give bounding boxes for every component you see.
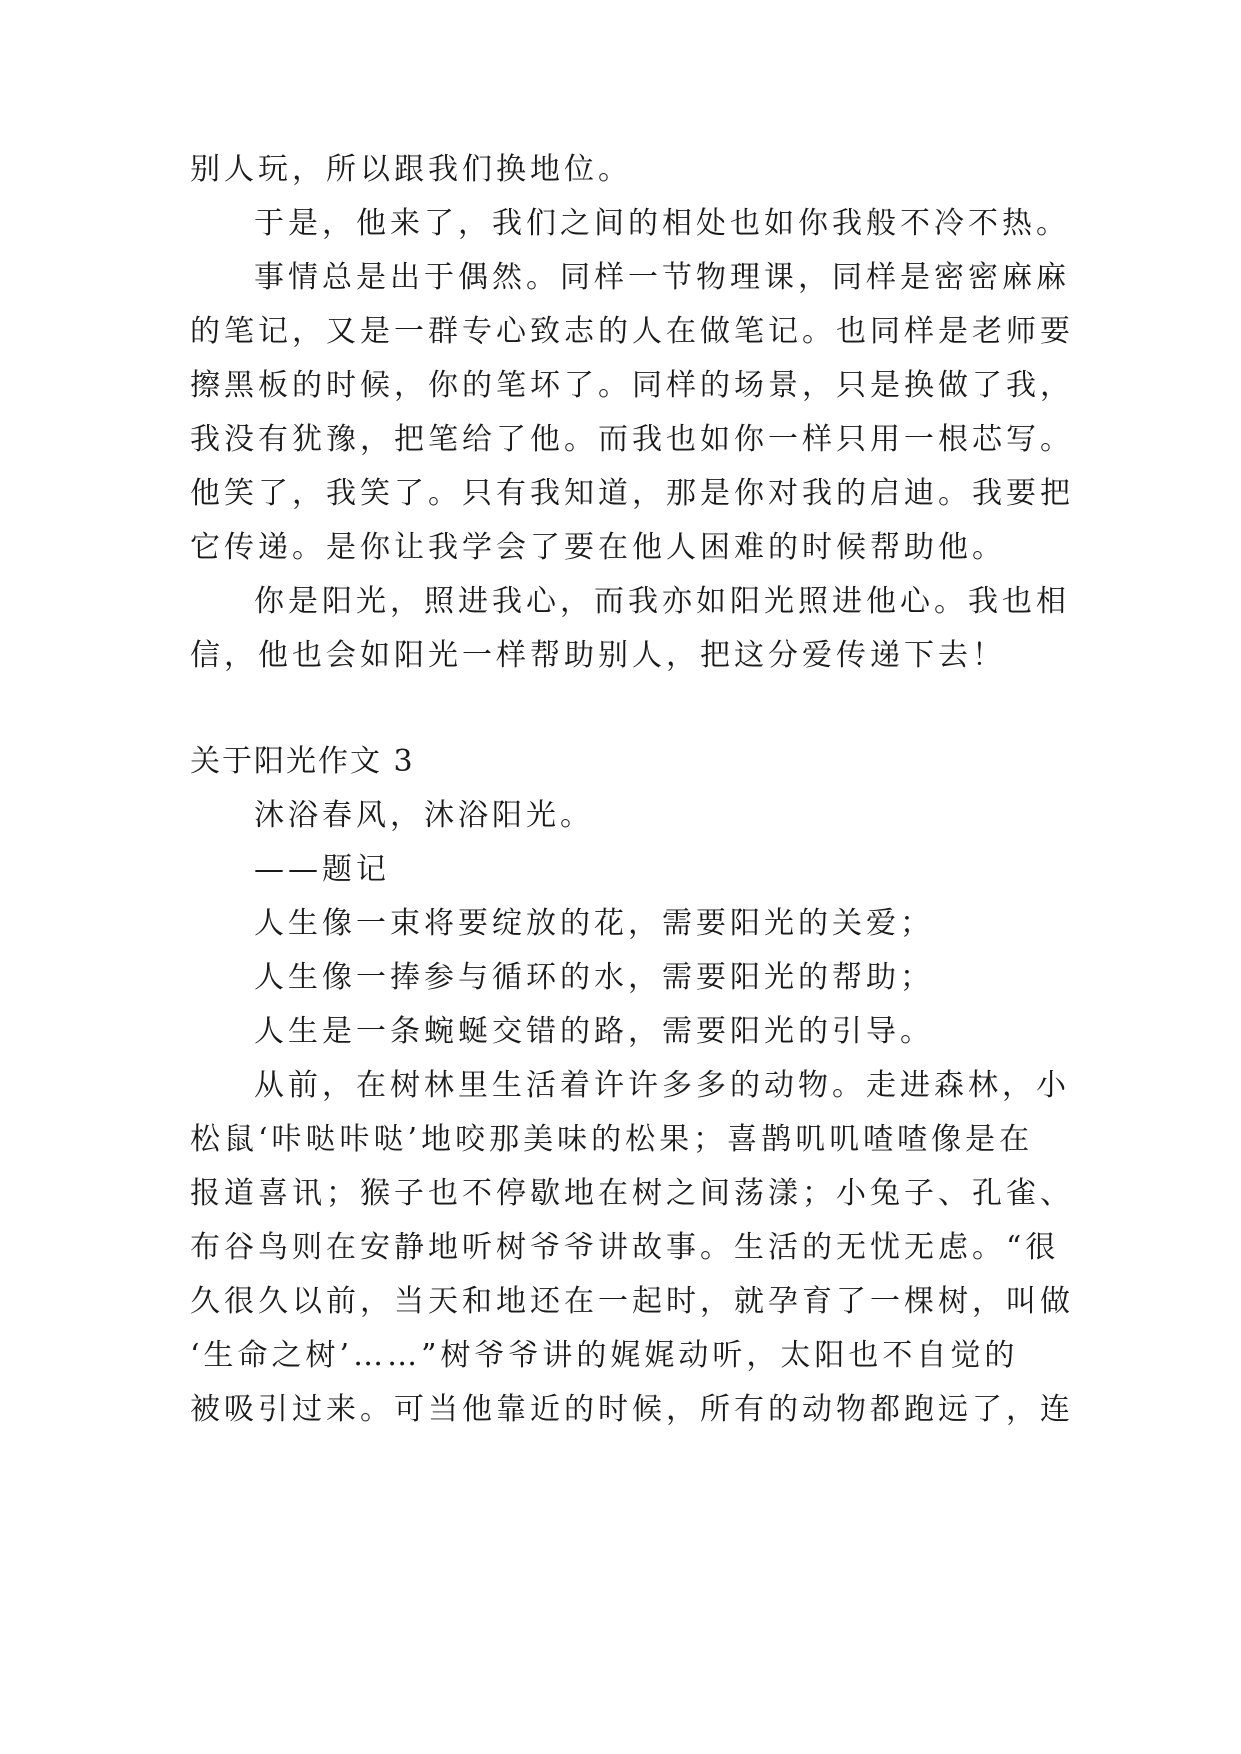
paragraph-line: 报道喜讯；猴子也不停歇地在树之间荡漾；小兔子、孔雀、: [190, 1176, 1074, 1211]
paragraph-line: 他笑了，我笑了。只有我知道，那是你对我的启迪。我要把: [190, 476, 1074, 511]
paragraph-line: 从前，在树林里生活着许许多多的动物。走进森林，小: [254, 1068, 1070, 1103]
paragraph-line: 松鼠‘咔哒咔哒’地咬那美味的松果；喜鹊叽叽喳喳像是在: [190, 1122, 1034, 1157]
paragraph-line: 事情总是出于偶然。同样一节物理课，同样是密密麻麻: [254, 260, 1070, 295]
paragraph-line: 擦黑板的时候，你的笔坏了。同样的场景，只是换做了我，: [190, 368, 1074, 403]
paragraph-line: 的笔记，又是一群专心致志的人在做笔记。也同样是老师要: [190, 314, 1074, 349]
paragraph-line: 人生像一捧参与循环的水，需要阳光的帮助；: [254, 960, 934, 995]
paragraph-line: 沐浴春风，沐浴阳光。: [254, 798, 594, 833]
paragraph-line: 你是阳光，照进我心，而我亦如阳光照进他心。我也相: [254, 584, 1070, 619]
paragraph-line: 它传递。是你让我学会了要在他人困难的时候帮助他。: [190, 530, 1006, 565]
paragraph-line: 我没有犹豫，把笔给了他。而我也如你一样只用一根芯写。: [190, 422, 1074, 457]
paragraph-line: 布谷鸟则在安静地听树爷爷讲故事。生活的无忧无虑。“很: [190, 1230, 1060, 1265]
paragraph-line: 于是，他来了，我们之间的相处也如你我般不冷不热。: [254, 206, 1070, 241]
paragraph-line: 人生像一束将要绽放的花，需要阳光的关爱；: [254, 906, 934, 941]
paragraph-line: ——题记: [254, 852, 390, 887]
paragraph-line: 别人玩，所以跟我们换地位。: [190, 152, 632, 187]
section-heading: 关于阳光作文 3: [190, 744, 415, 779]
paragraph-line: 信，他也会如阳光一样帮助别人，把这分爱传递下去！: [190, 638, 1006, 673]
paragraph-line: 人生是一条蜿蜒交错的路，需要阳光的引导。: [254, 1014, 934, 1049]
paragraph-line: 久很久以前，当天和地还在一起时，就孕育了一棵树，叫做: [190, 1284, 1074, 1319]
paragraph-line: 被吸引过来。可当他靠近的时候，所有的动物都跑远了，连: [190, 1392, 1074, 1427]
paragraph-line: ‘生命之树’……”树爷爷讲的娓娓动听，太阳也不自觉的: [190, 1338, 1019, 1373]
